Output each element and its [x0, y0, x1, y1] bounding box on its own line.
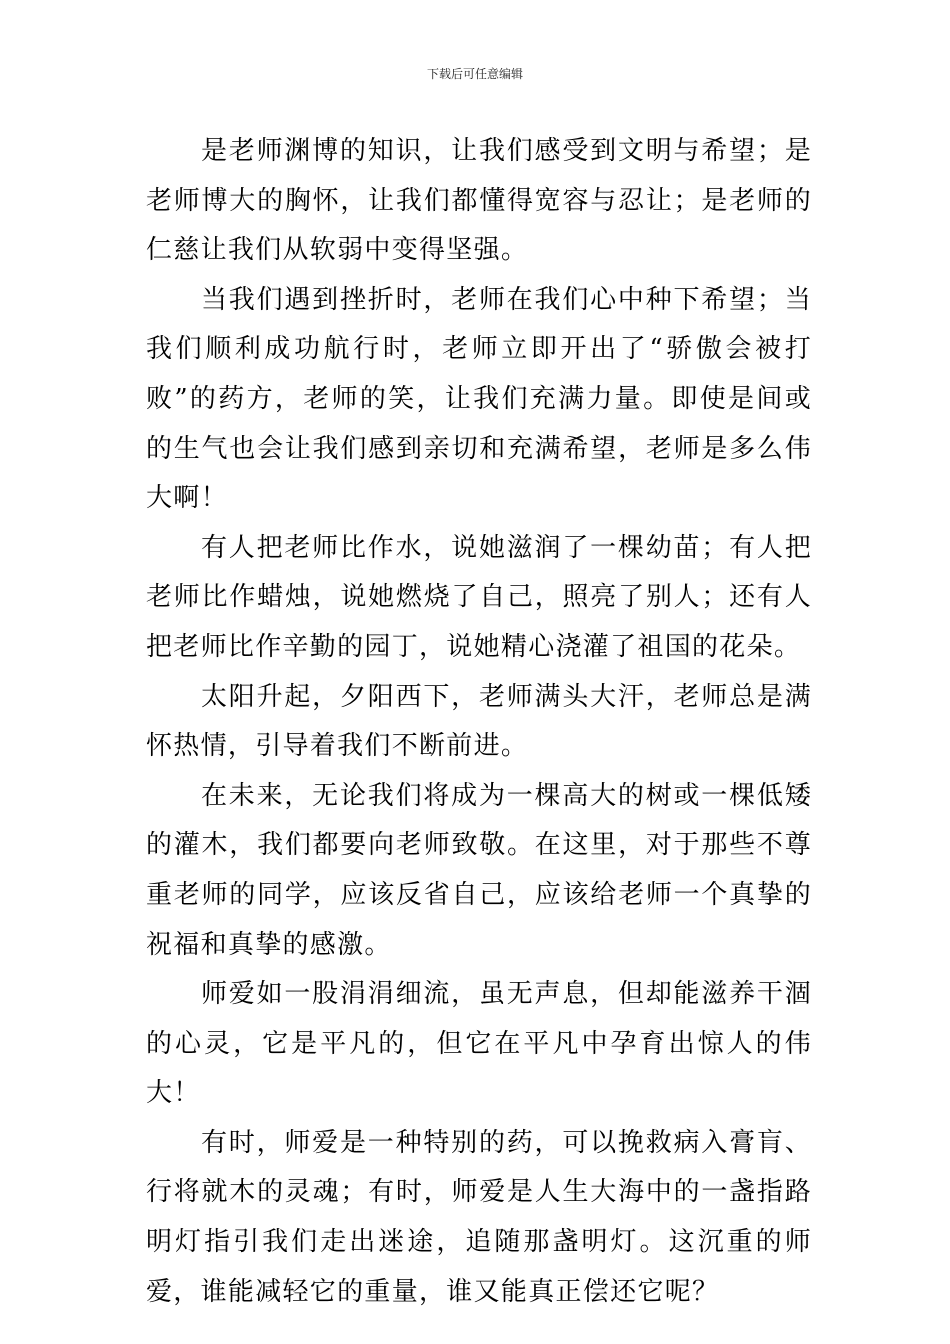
- paragraph-1: 是老师渊博的知识，让我们感受到文明与希望；是老师博大的胸怀，让我们都懂得宽容与忍让；是老师的仁慈让我们从软弱中变得坚强。: [146, 136, 812, 266]
- paragraph-3: 有人把老师比作水，说她滋润了一棵幼苗；有人把老师比作蜡烛，说她燃烧了自己，照亮了别人；还有人把老师比作辛勤的园丁，说她精心浇灌了祖国的花朵。: [146, 532, 812, 662]
- page-header-note: 下载后可任意编辑: [426, 67, 523, 81]
- paragraph-4: 太阳升起，夕阳西下，老师满头大汗，老师总是满怀热情，引导着我们不断前进。: [146, 681, 812, 762]
- paragraph-7: 有时，师爱是一种特别的药，可以挽救病入膏肓、行将就木的灵魂；有时，师爱是人生大海中的一盏指路明灯指引我们走出迷途，追随那盏明灯。这沉重的师爱，谁能减轻它的重量，谁又能真正偿还它呢？: [146, 1127, 812, 1307]
- paragraph-5: 在未来，无论我们将成为一棵高大的树或一棵低矮的灌木，我们都要向老师致敬。在这里，对于那些不尊重老师的同学，应该反省自己，应该给老师一个真挚的祝福和真挚的感激。: [146, 780, 812, 960]
- document-body: [146, 127, 812, 1317]
- paragraph-6: 师爱如一股涓涓细流，虽无声息，但却能滋养干涸的心灵，它是平凡的，但它在平凡中孕育出惊人的伟大！: [146, 979, 812, 1109]
- paragraph-2: 当我们遇到挫折时，老师在我们心中种下希望；当我们顺利成功航行时，老师立即开出了“骄傲会被打败”的药方，老师的笑，让我们充满力量。即使是间或的生气也会让我们感到亲切和充满希望，老师是多么伟大啊！: [146, 284, 812, 514]
